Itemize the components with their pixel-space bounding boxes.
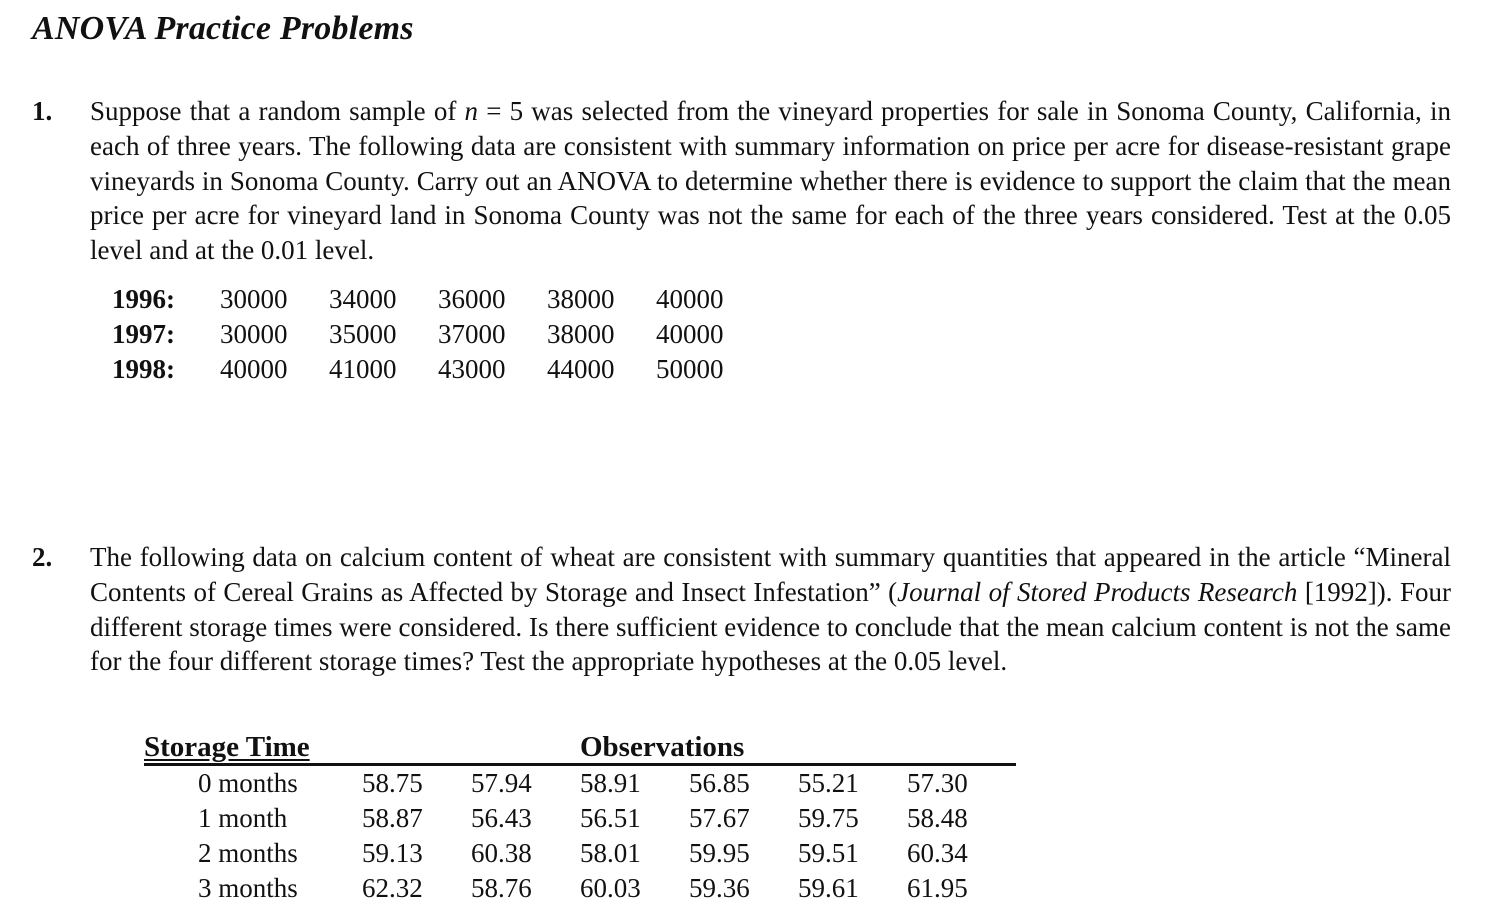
observation-value: 60.34	[907, 838, 968, 868]
price-value: 50000	[656, 354, 724, 384]
problem-1-text-part: = 5 was selected from the vineyard properties for sale in Sonoma County, California, in each of three years. The following data are consistent with summary information on price per acre for disease-resistant grape vineyards in Sonoma County. Carry out an ANOVA to determine whether there is evidence to support the claim that the mean price per acre for vineyard land in Sonoma County was not the same for each of the three years considered. Test at the 0.05 level and at the 0.01 level.	[90, 96, 1451, 265]
observation-value: 61.95	[907, 873, 968, 903]
observation-value: 60.03	[580, 873, 641, 903]
price-value: 38000	[547, 319, 615, 349]
storage-label: 0 months	[198, 768, 298, 798]
vineyard-price-table	[112, 282, 765, 387]
price-value: 40000	[220, 354, 288, 384]
observation-value: 60.38	[471, 838, 532, 868]
price-value: 35000	[329, 319, 397, 349]
price-value: 30000	[220, 284, 288, 314]
header-observations: Observations	[580, 731, 745, 763]
observation-value: 56.43	[471, 803, 532, 833]
table-row	[144, 836, 1016, 871]
price-value: 44000	[547, 354, 615, 384]
year-label: 1998:	[112, 354, 175, 384]
table-header	[144, 730, 1016, 766]
table-row	[144, 766, 1016, 801]
observation-value: 58.91	[580, 768, 641, 798]
table-row	[112, 352, 765, 387]
price-value: 40000	[656, 319, 724, 349]
price-value: 38000	[547, 284, 615, 314]
observation-value: 56.51	[580, 803, 641, 833]
observation-value: 59.75	[798, 803, 859, 833]
observation-value: 59.13	[362, 838, 423, 868]
year-label: 1996:	[112, 284, 175, 314]
observation-value: 59.61	[798, 873, 859, 903]
problem-2-number: 2.	[32, 542, 53, 572]
problem-1-text	[90, 94, 1451, 268]
price-value: 34000	[329, 284, 397, 314]
calcium-table	[144, 730, 1016, 906]
price-value: 30000	[220, 319, 288, 349]
observation-value: 58.01	[580, 838, 641, 868]
observation-value: 58.76	[471, 873, 532, 903]
problem-2-text-part: The following data on calcium content of wheat are consistent with summary quantities that appeared in the article “Mineral Contents of Cereal Grains as Affected by Storage and Insect Infestation” (	[90, 542, 1451, 607]
table-row	[112, 317, 765, 352]
year-label: 1997:	[112, 319, 175, 349]
price-value: 40000	[656, 284, 724, 314]
observation-value: 59.95	[689, 838, 750, 868]
problem-1-text-part: Suppose that a random sample of	[90, 96, 465, 126]
observation-value: 56.85	[689, 768, 750, 798]
page-title: ANOVA Practice Problems	[32, 10, 414, 47]
observation-value: 58.75	[362, 768, 423, 798]
observation-value: 57.94	[471, 768, 532, 798]
observation-value: 58.87	[362, 803, 423, 833]
observation-value: 57.67	[689, 803, 750, 833]
table-row	[144, 801, 1016, 836]
problem-1-number: 1.	[32, 96, 53, 126]
observation-value: 59.36	[689, 873, 750, 903]
problem-1-n-variable: n	[464, 96, 479, 126]
storage-label: 2 months	[198, 838, 298, 868]
journal-title: Journal of Stored Products Research	[897, 576, 1298, 607]
price-value: 36000	[438, 284, 506, 314]
table-row	[112, 282, 765, 317]
price-value: 41000	[329, 354, 397, 384]
price-value: 37000	[438, 319, 506, 349]
table-row	[144, 871, 1016, 906]
observation-value: 55.21	[798, 768, 859, 798]
observation-value: 62.32	[362, 873, 423, 903]
price-value: 43000	[438, 354, 506, 384]
problem-2-text	[90, 540, 1451, 679]
calcium-table-body	[144, 766, 1016, 906]
storage-label: 3 months	[198, 873, 298, 903]
header-storage-time: Storage Time	[144, 731, 310, 763]
problem-2-text-part: [1992]). Four different storage times were considered. Is there sufficient evidence to conclude that the mean calcium content is not the same for the four different storage times? Test the appropriate hypotheses at the 0.05 level.	[90, 576, 1451, 677]
observation-value: 57.30	[907, 768, 968, 798]
storage-label: 1 month	[198, 803, 288, 833]
observation-value: 59.51	[798, 838, 859, 868]
observation-value: 58.48	[907, 803, 968, 833]
